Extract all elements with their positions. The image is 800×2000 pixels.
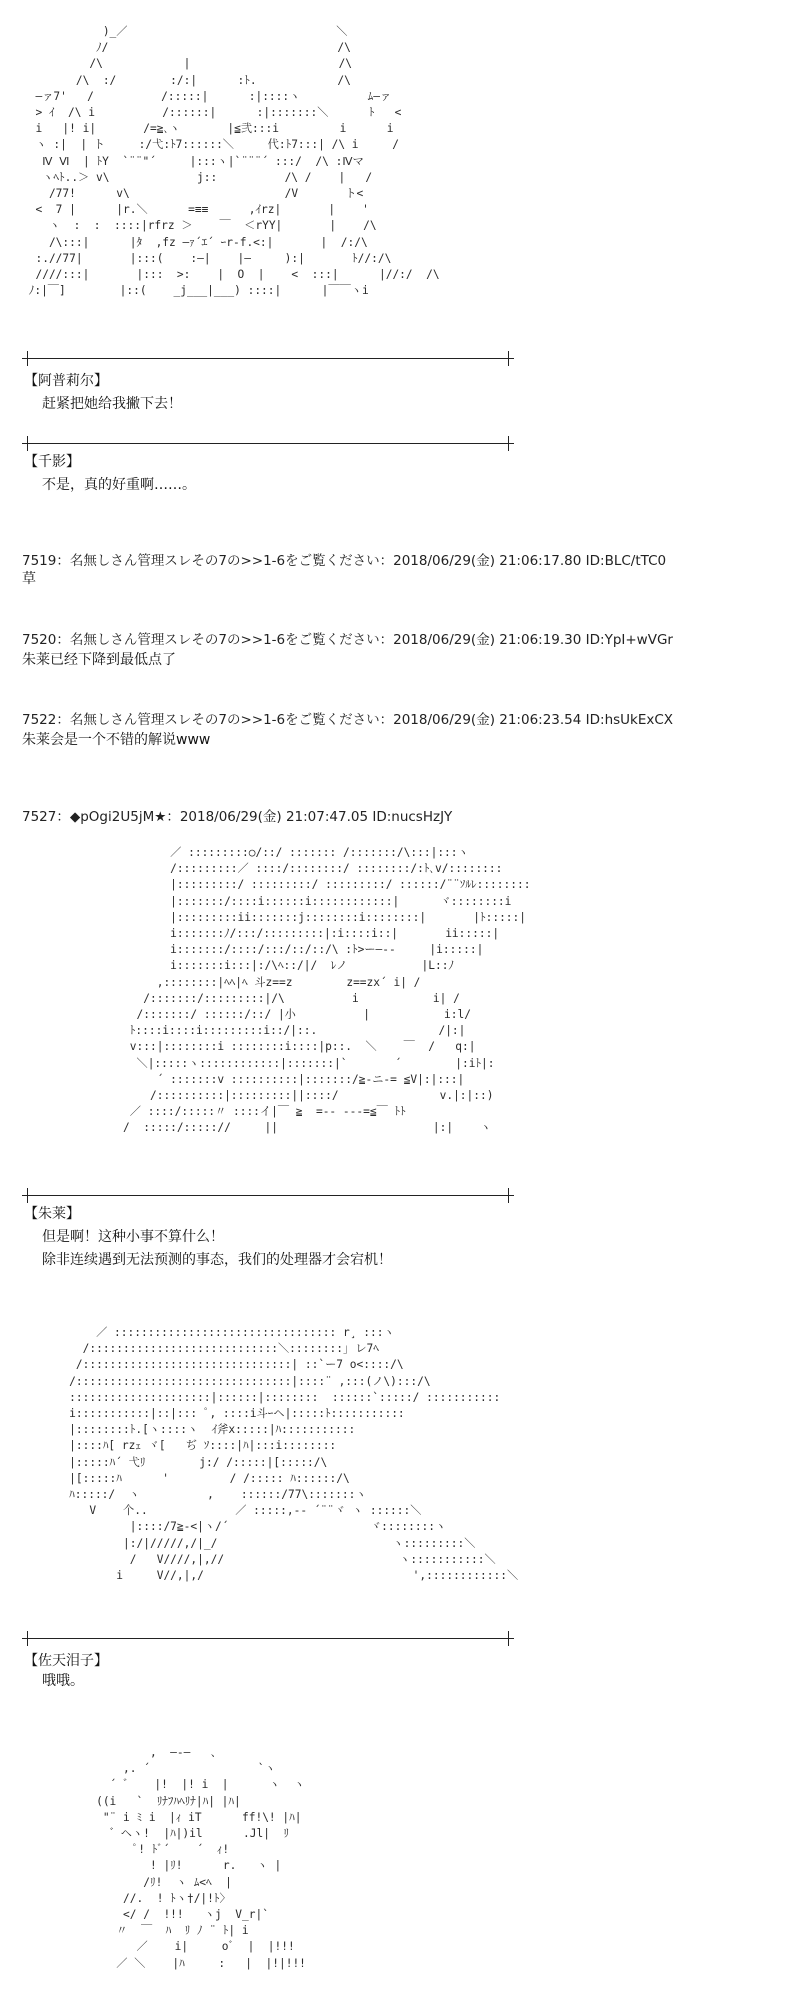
post-header: 7522：名無しさん管理スレその7の>>1-6をご覧ください：2018/06/29(金) 21:06:23.54 ID:hsUkExCX — [22, 712, 674, 728]
speaker-name: 【千影】 — [24, 454, 80, 470]
ascii-art-character-1: )_／ ＼ ﾉ/ /\ /\ | /\ /\ :/ :/:| :ﾄ. /\ ―ァ7' / /:::::| :|::::ヽ ﾑ―ァ > ｲ /\ i /::::::| :|:::::::＼ ﾄ < i |! i| /=≧､ヽ |≦弐:::i i i ヽ :| | ト :/弋:ﾄ7::::::＼ 代:ﾄ7:::| /\ i / Ⅳ Ⅵ | ﾄY `¨¨"´ |:::ヽ|`¨¨¨´ :::/ /\ :Ⅳマ ヽﾍﾄ..＞ v\ j:: /\ / | / /77! v\ /V ト< < 7 | |r.＼ =≡≡ ,ｲrz| | ' ヽ : : ::::|rfrz ＞ ￣ ＜rYY| | /\ /\:::| |ﾀ ,fz ―ｧ´ｴ´ ｰr‐f.<:| | /:/\ :.//77| |:::( :―| |― ):| ﾄ//:/\ ////:::| |::: >: | O | < :::| |//:/ /\ ﾉ:|￣] |::( _j___|___) ::::| |￣￣ヽi — [28, 25, 440, 298]
post-header: 7520：名無しさん管理スレその7の>>1-6をご覧ください：2018/06/29(金) 21:06:19.30 ID:YpI+wVGr — [22, 632, 673, 648]
speaker-name: 【阿普莉尔】 — [24, 373, 108, 389]
post-body: 草 — [22, 571, 36, 587]
dialogue-line: 赶紧把她给我撇下去！ — [42, 396, 182, 412]
dialogue-line: 但是啊！这种小事不算什么！ — [42, 1229, 224, 1245]
post-body: 朱莱已经下降到最低点了 — [22, 652, 176, 668]
ascii-art-character-3: ／ ::::::::::::::::::::::::::::::::: r¸ :::ヽ /::::::::::::::::::::::::::::＼::::::::｣ レ7ﾍ /:::::::::::::::::::::::::::::::| ::`ー7 o<::::/\ /::::::::::::::::::::::::::::::::|::::¨ ,:::(ノ\):::/\ :::::::::::::::::::::|::::::|:::::::: ::::::`:::::/ ::::::::::: i:::::::::::|::|::: ﾟ, ::::i斗ｰヘ|:::::ﾄ::::::::::: |::::::::ﾄ.[ヽ::::ヽ ｲ斧x:::::|ﾊ::::::::::: |::::ﾊ[ rzｪ ヾ[ ぢ ｿ::::|ﾊ|:::i:::::::: |:::::ﾊ´ 弋ﾘ j:/ /:::::|[:::::/\ |[:::::ﾊ ' / /::::: ﾊ::::::/\ ﾊ:::::/ ヽ , ::::::/77\:::::::ヽ V 个.. ／ :::::,-‐ ´¨¨ヾ ヽ ::::::＼ |::::/7≧-<|ヽ/´ ヾ::::::::ヽ |:/|/////,/|_/ ヽ:::::::::＼ / V////,|,// ヽ:::::::::::＼ i V//,|,/ ',::::::::::::＼ — [69, 1326, 519, 1583]
post-header: 7527：◆pOgi2U5jM★：2018/06/29(金) 21:07:47.05 ID:nucsHzJY — [22, 809, 453, 825]
ascii-art-character-2: ／ :::::::::○/::/ ::::::: /:::::::/\:::|:::ヽ /:::::::::／ ::::/::::::::/ ::::::::/:ﾄ､v/:::::::: |:::::::::/ :::::::::/ :::::::::/ ::::::/¨¨ｿﾙﾚ:::::::: |:::::::/::::i::::::i::::::::::::| ヾ::::::::i |:::::::::ii:::::::j::::::::i::::::::| |ﾄ:::::| i:::::::ﾉ/:::/:::::::::|:i::::i::| ii:::::| i:::::::/::::/:::/::/::/\ :ﾄ>ー―‐- |i:::::| i:::::::i:::|:/\ﾍ::/|/ ﾚノ |L::ﾉ ,::::::::|ﾍﾍ|ﾍ 斗z==z z==zx´ i| / /:::::::/:::::::::|/\ i i| / /:::::::/ ::::::/::/ |小 | i:l/ ﾄ::::i::::i:::::::::i::/|::. /|:| v:::|::::::::i ::::::::i::::|p::. ＼ ￣ / q:| ＼|:::::ヽ::::::::::::|:::::::|` ´ |:iﾄ|: ´ :::::::v ::::::::::|:::::::/≧-ニ-= ≦V|:|:::| /::::::::::|:::::::::||::::/ v.|:|::) ／ ::::/:::::〃 ::::イ|￣ ≧ =-- ---=≦￣ ﾄﾄ / :::::/:::::// || |:| ヽ — [123, 846, 531, 1135]
scene-divider — [22, 358, 514, 359]
post-header: 7519：名無しさん管理スレその7の>>1-6をご覧ください：2018/06/29(金) 21:06:17.80 ID:BLC/tTC0 — [22, 553, 667, 569]
dialogue-line: 除非连续遇到无法预测的事态，我们的处理器才会宕机！ — [42, 1252, 392, 1268]
speaker-name: 【朱莱】 — [24, 1206, 80, 1222]
scene-divider — [22, 1195, 514, 1196]
ascii-art-character-4: , ―‐― 、 ,. ´ `ヽ ´ ゛ |! |! i | ヽ ヽ ((i ` ﾘﾅﾌﾊﾍﾘﾅ|ﾊ| |ﾊ| "¨ i ﾐ i |ｨ iT ff!\! |ﾊ| ゛ヘヽ! |ﾊ|)il .Jl| ﾘ ﾟ! ﾄﾞ´ ´ ｨ! ! |ﾘ! r. ヽ | /ﾘ! ヽ ﾑ<ﾍ | //. ! ﾄヽ†/|!ﾄ〉 </ / !!! ヽj V_r|` 〃 ￣ ﾊ ﾘ ﾉ ¨ ﾄ| i ／ i| oﾞ | |!!! ／ ＼ |ﾊ : | |!|!!! — [96, 1746, 306, 1970]
dialogue-line: 哦哦。 — [42, 1673, 84, 1689]
dialogue-line: 不是，真的好重啊……。 — [42, 477, 196, 493]
speaker-name: 【佐天泪子】 — [24, 1653, 108, 1669]
scene-divider — [22, 1638, 514, 1639]
scene-divider — [22, 443, 514, 444]
post-body: 朱莱会是一个不错的解说www — [22, 732, 211, 748]
